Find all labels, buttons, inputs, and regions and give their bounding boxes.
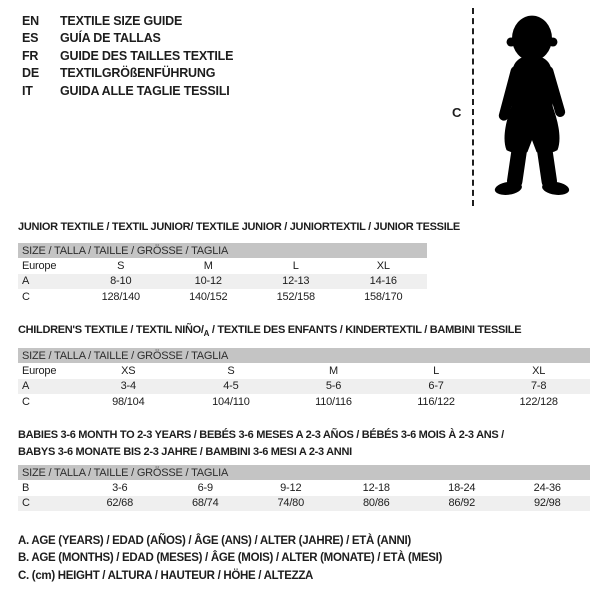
table-row-height xyxy=(18,394,590,410)
row-label: B xyxy=(22,481,30,494)
table-cell: 116/122 xyxy=(417,395,455,408)
table-row-europe xyxy=(18,258,427,274)
table-cell: 110/116 xyxy=(315,395,352,408)
note-age-years: A. AGE (YEARS) / EDAD (AÑOS) / ÂGE (ANS) / ALTER (JAHRE) / ETÀ (ANNI) xyxy=(18,534,411,547)
table-cell: 7-8 xyxy=(531,380,547,393)
children-heading-text: CHILDREN'S TEXTILE / TEXTIL NIÑO/ xyxy=(18,324,204,336)
language-row-it xyxy=(22,82,233,100)
row-label: C xyxy=(22,290,30,303)
language-code: ES xyxy=(22,31,39,46)
table-cell: XS xyxy=(121,364,136,377)
row-label: Europe xyxy=(22,364,57,377)
table-row-height xyxy=(18,289,427,305)
language-title: GUÍA DE TALLAS xyxy=(60,31,161,46)
row-label: A xyxy=(22,380,30,393)
language-row-de xyxy=(22,65,233,83)
table-cell: 128/140 xyxy=(101,290,140,303)
size-header-bar: SIZE / TALLA / TAILLE / GRÖSSE / TAGLIA xyxy=(18,243,427,258)
language-list xyxy=(22,12,233,100)
table-cell: 4-5 xyxy=(223,380,239,393)
babies-section-heading xyxy=(18,427,504,461)
language-title: TEXTILE SIZE GUIDE xyxy=(60,13,183,28)
note-height-cm: C. (cm) HEIGHT / ALTURA / HAUTEUR / HÖHE / ALTEZZA xyxy=(18,569,314,582)
children-size-table xyxy=(18,348,590,410)
size-header-bar: SIZE / TALLA / TAILLE / GRÖSSE / TAGLIA xyxy=(18,465,590,480)
note-age-months: B. AGE (MONTHS) / EDAD (MESES) / ÂGE (MOIS) / ALTER (MONATE) / ETÀ (MESI) xyxy=(18,552,443,565)
table-cell: 5-6 xyxy=(325,380,342,393)
table-row-age xyxy=(18,379,590,395)
table-cell: 98/104 xyxy=(112,395,145,408)
table-cell: XL xyxy=(376,259,390,272)
table-cell: M xyxy=(329,364,338,377)
table-cell: 9-12 xyxy=(280,481,302,494)
language-code: FR xyxy=(22,48,39,63)
babies-heading-line2: BABYS 3-6 MONATE BIS 2-3 JAHRE / BAMBINI 3-6 MESI A 2-3 ANNI xyxy=(18,446,352,458)
table-cell: 12-13 xyxy=(282,275,310,288)
table-cell: L xyxy=(433,364,440,377)
language-row-es xyxy=(22,30,233,48)
table-cell: 74/80 xyxy=(277,497,305,510)
table-cell: 3-6 xyxy=(112,481,128,494)
children-heading-subscript: A xyxy=(203,329,210,339)
children-section-heading xyxy=(18,324,521,338)
table-cell: S xyxy=(117,259,125,272)
table-cell: L xyxy=(292,259,299,272)
table-cell: 3-4 xyxy=(120,380,136,393)
table-cell: 92/98 xyxy=(533,497,561,510)
table-row-age-months xyxy=(18,480,590,496)
language-row-fr xyxy=(22,47,233,65)
table-cell: 6-7 xyxy=(428,380,444,393)
row-label: C xyxy=(22,497,30,510)
row-label: C xyxy=(22,395,30,408)
junior-section-heading: JUNIOR TEXTILE / TEXTIL JUNIOR/ TEXTILE JUNIOR / JUNIORTEXTIL / JUNIOR TESSILE xyxy=(18,221,460,233)
language-title: GUIDA ALLE TAGLIE TESSILI xyxy=(60,83,230,98)
language-code: DE xyxy=(22,66,39,81)
table-row-europe xyxy=(18,363,590,379)
language-title: GUIDE DES TAILLES TEXTILE xyxy=(60,48,234,63)
junior-size-table xyxy=(18,243,427,305)
language-code: EN xyxy=(22,13,39,28)
table-cell: 104/110 xyxy=(212,395,250,408)
table-cell: 68/74 xyxy=(191,497,219,510)
height-measure-label: C xyxy=(452,105,462,120)
table-cell: M xyxy=(203,259,213,272)
legend-notes xyxy=(18,532,442,585)
table-cell: 158/170 xyxy=(364,290,403,303)
table-row-age xyxy=(18,274,427,290)
children-heading-text: / TEXTILE DES ENFANTS / KINDERTEXTIL / BAMBINI TESSILE xyxy=(209,324,522,336)
language-code: IT xyxy=(22,83,33,98)
table-cell: 14-16 xyxy=(369,275,397,288)
table-cell: 10-12 xyxy=(194,275,222,288)
table-cell: 24-36 xyxy=(533,481,561,494)
table-cell: 12-18 xyxy=(362,481,390,494)
table-row-height xyxy=(18,496,590,512)
language-title: TEXTILGRÖßENFÜHRUNG xyxy=(60,66,216,81)
row-label: A xyxy=(22,275,30,288)
babies-size-table xyxy=(18,465,590,511)
table-cell: 140/152 xyxy=(189,290,228,303)
table-cell: 62/68 xyxy=(106,497,134,510)
table-cell: 6-9 xyxy=(197,481,213,494)
baby-silhouette-icon xyxy=(482,6,582,208)
table-cell: 80/86 xyxy=(362,497,390,510)
table-cell: 8-10 xyxy=(110,275,132,288)
babies-heading-line1: BABIES 3-6 MONTH TO 2-3 YEARS / BEBÉS 3-6 MESES A 2-3 AÑOS / BÉBÉS 3-6 MOIS À 2-3 ANS / xyxy=(18,429,504,441)
table-cell: XL xyxy=(532,364,546,377)
table-cell: 122/128 xyxy=(519,395,558,408)
table-cell: 152/158 xyxy=(276,290,315,303)
row-label: Europe xyxy=(22,259,57,272)
language-row-en xyxy=(22,12,233,30)
table-cell: S xyxy=(227,364,235,377)
height-measure-dashed-line xyxy=(472,8,474,206)
size-header-bar: SIZE / TALLA / TAILLE / GRÖSSE / TAGLIA xyxy=(18,348,590,363)
table-cell: 86/92 xyxy=(448,497,476,510)
table-cell: 18-24 xyxy=(448,481,476,494)
